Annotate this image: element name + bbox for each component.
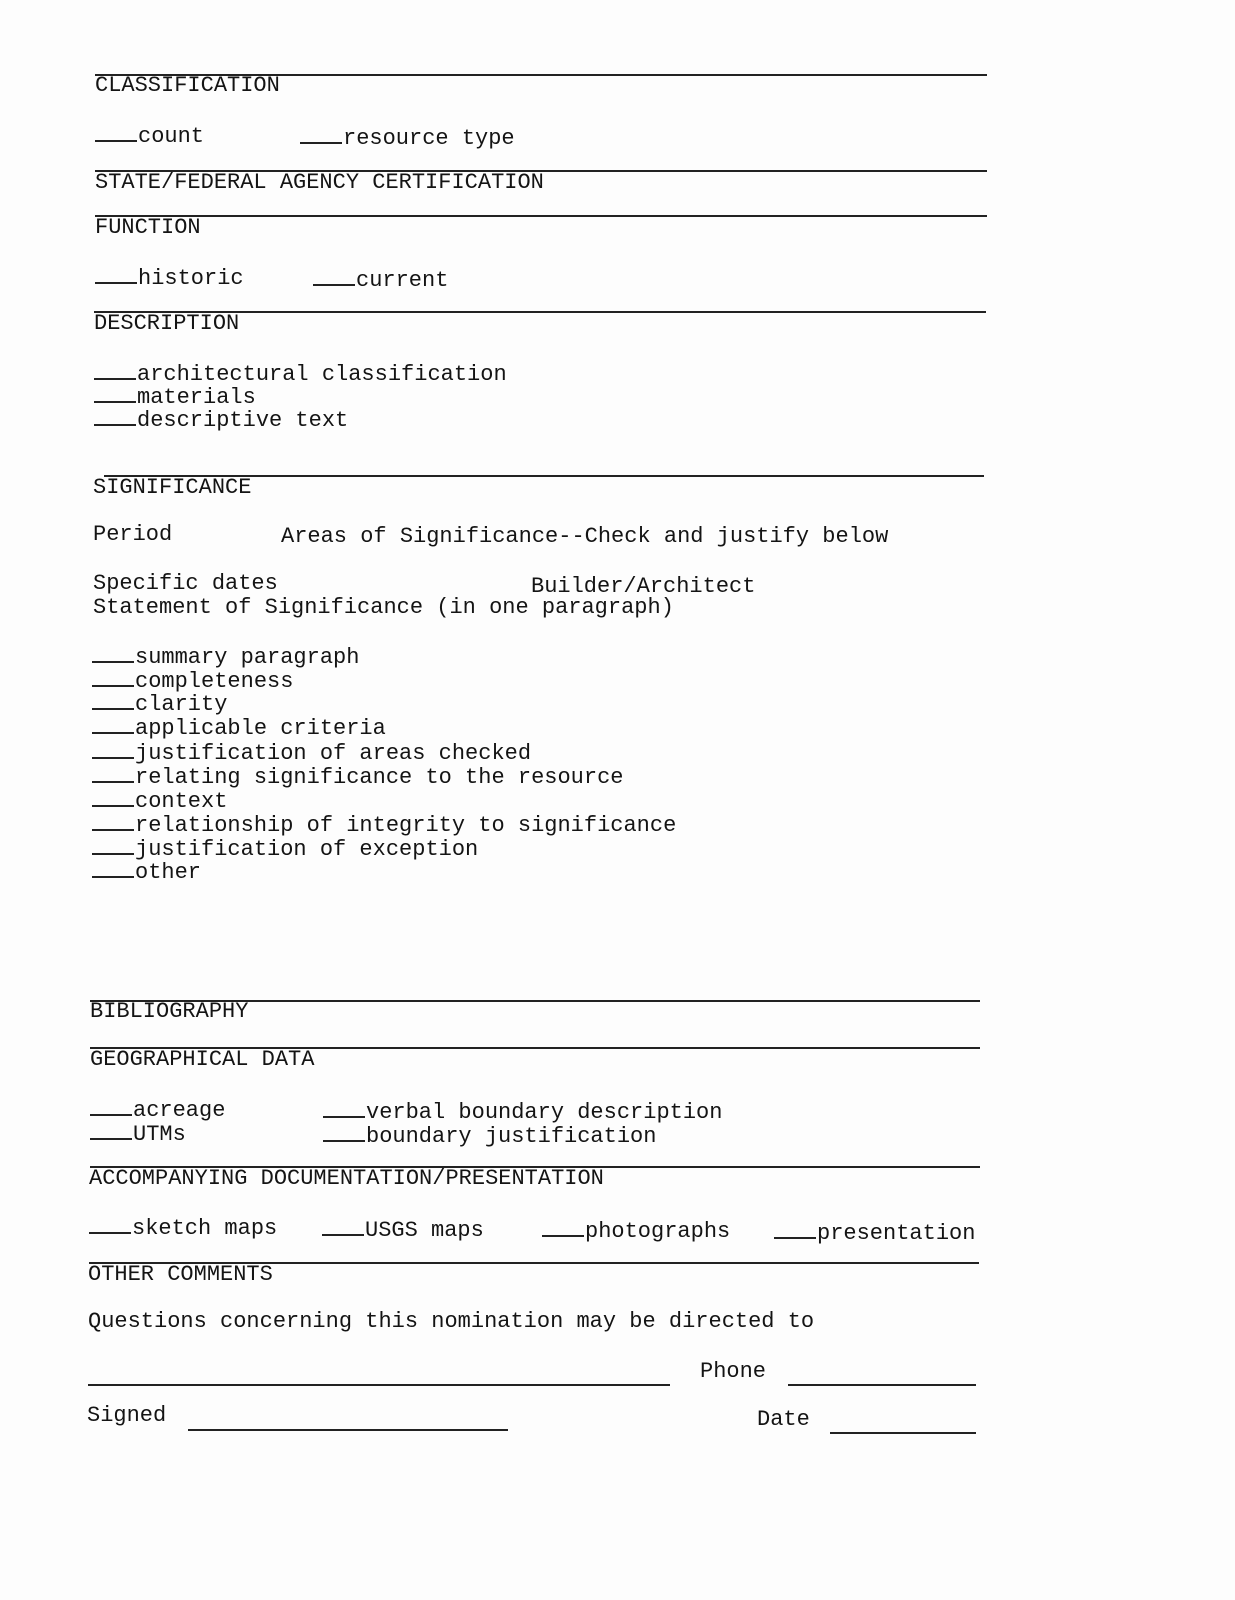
questions-text: Questions concerning this nomination may be directed to: [88, 1309, 815, 1334]
check-blank[interactable]: [774, 1219, 816, 1239]
check-blank[interactable]: [322, 1216, 364, 1236]
significance-heading: SIGNIFICANCE: [93, 475, 252, 500]
signature-line[interactable]: [188, 1429, 508, 1431]
check-blank[interactable]: [92, 858, 134, 878]
bibliography-heading: BIBLIOGRAPHY: [90, 999, 249, 1024]
geographical-heading: GEOGRAPHICAL DATA: [90, 1047, 315, 1072]
check-blank[interactable]: [90, 1120, 132, 1140]
documentation-heading: ACCOMPANYING DOCUMENTATION/PRESENTATION: [89, 1166, 604, 1191]
phone-label: Phone: [700, 1359, 767, 1384]
check-blank[interactable]: [313, 266, 355, 286]
date-label: Date: [757, 1407, 810, 1432]
checklist-item[interactable]: applicable criteria: [92, 714, 386, 741]
check-blank[interactable]: [94, 406, 136, 426]
check-blank[interactable]: [95, 122, 137, 142]
check-blank[interactable]: [92, 811, 134, 831]
checklist-item-resource-type[interactable]: resource type: [300, 124, 515, 151]
checklist-item[interactable]: context: [92, 787, 227, 814]
contact-name-line[interactable]: [88, 1384, 670, 1386]
check-blank[interactable]: [94, 360, 136, 380]
specific-dates-label: Specific dates: [93, 571, 278, 596]
section-rule: [95, 215, 987, 217]
check-blank[interactable]: [92, 690, 134, 710]
period-label: Period: [93, 522, 173, 547]
checklist-item-verbal-boundary[interactable]: verbal boundary description: [323, 1098, 722, 1125]
phone-line[interactable]: [788, 1384, 976, 1386]
certification-heading: STATE/FEDERAL AGENCY CERTIFICATION: [95, 170, 544, 195]
check-blank[interactable]: [542, 1217, 584, 1237]
checklist-item-sketch-maps[interactable]: sketch maps: [89, 1214, 277, 1241]
checklist-item[interactable]: descriptive text: [94, 406, 348, 433]
date-line[interactable]: [830, 1432, 976, 1434]
checklist-item[interactable]: relationship of integrity to significance: [92, 811, 676, 838]
check-blank[interactable]: [90, 1096, 132, 1116]
checklist-item-historic[interactable]: historic: [95, 264, 244, 291]
builder-architect-label: Builder/Architect: [531, 574, 756, 599]
checklist-item-current[interactable]: current: [313, 266, 448, 293]
other-comments-heading: OTHER COMMENTS: [88, 1262, 273, 1287]
checklist-item-presentation[interactable]: presentation: [774, 1219, 975, 1246]
checklist-item[interactable]: architectural classification: [94, 360, 507, 387]
checklist-item[interactable]: completeness: [92, 667, 293, 694]
checklist-item[interactable]: justification of exception: [92, 835, 478, 862]
checklist-item[interactable]: summary paragraph: [92, 643, 359, 670]
checklist-item-boundary-justification[interactable]: boundary justification: [323, 1122, 656, 1149]
classification-heading: CLASSIFICATION: [95, 73, 280, 98]
check-blank[interactable]: [94, 383, 136, 403]
checklist-item-utms[interactable]: UTMs: [90, 1120, 186, 1147]
checklist-item-count[interactable]: count: [95, 122, 204, 149]
check-blank[interactable]: [92, 643, 134, 663]
check-blank[interactable]: [92, 787, 134, 807]
checklist-item-photographs[interactable]: photographs: [542, 1217, 730, 1244]
check-blank[interactable]: [323, 1122, 365, 1142]
check-blank[interactable]: [92, 667, 134, 687]
function-heading: FUNCTION: [95, 215, 201, 240]
check-blank[interactable]: [323, 1098, 365, 1118]
checklist-item[interactable]: relating significance to the resource: [92, 763, 623, 790]
checklist-item[interactable]: materials: [94, 383, 256, 410]
description-heading: DESCRIPTION: [94, 311, 240, 336]
signed-label: Signed: [87, 1403, 167, 1428]
check-blank[interactable]: [92, 835, 134, 855]
checklist-item[interactable]: justification of areas checked: [92, 739, 531, 766]
check-blank[interactable]: [89, 1214, 131, 1234]
checklist-item[interactable]: other: [92, 858, 201, 885]
check-blank[interactable]: [92, 763, 134, 783]
checklist-item-usgs-maps[interactable]: USGS maps: [322, 1216, 484, 1243]
check-blank[interactable]: [95, 264, 137, 284]
statement-label: Statement of Significance (in one paragraph): [93, 595, 674, 620]
checklist-item[interactable]: clarity: [92, 690, 227, 717]
checklist-item-acreage[interactable]: acreage: [90, 1096, 225, 1123]
check-blank[interactable]: [92, 714, 134, 734]
check-blank[interactable]: [300, 124, 342, 144]
areas-label: Areas of Significance--Check and justify below: [281, 524, 889, 549]
check-blank[interactable]: [92, 739, 134, 759]
